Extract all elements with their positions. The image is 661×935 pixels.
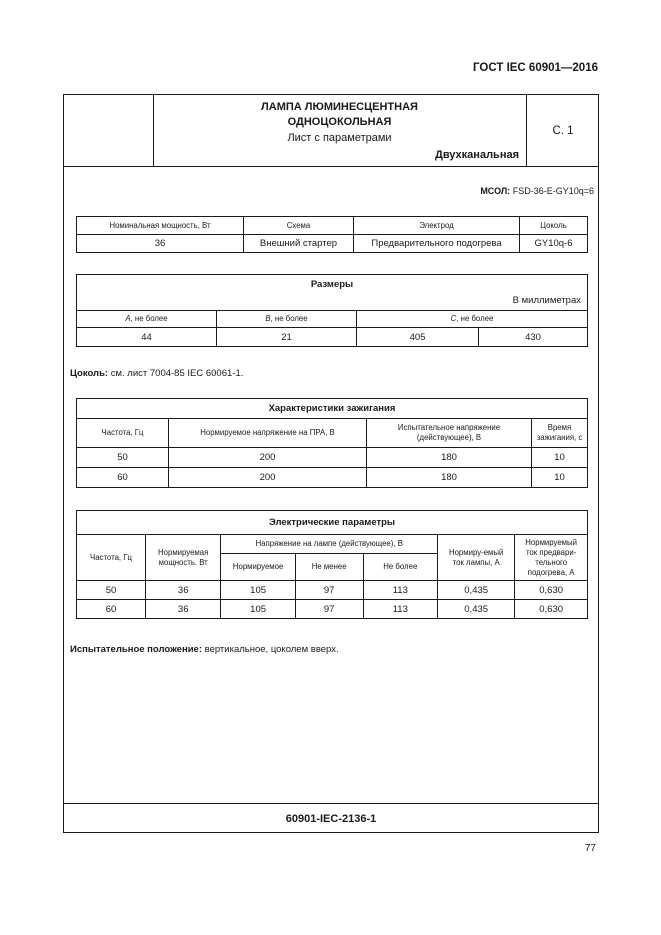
hdr-el-preheat: Нормируемый ток предвари-тельного подогрева, А <box>515 535 588 581</box>
hdr-electrode: Электрод <box>354 217 520 235</box>
el-cell: 113 <box>363 581 438 600</box>
electrical-table <box>76 510 588 619</box>
hdr-power: Номинальная мощность, Вт <box>77 217 244 235</box>
ign-cell: 10 <box>532 448 588 468</box>
cell-power: 36 <box>77 235 244 253</box>
el-cell: 36 <box>145 600 220 619</box>
cell-dim-c-max: 430 <box>479 328 588 347</box>
msol-value: FSD-36-E-GY10q=6 <box>512 186 594 196</box>
ign-cell: 200 <box>169 448 367 468</box>
test-position-note <box>70 644 339 655</box>
title-line-2: ОДНОЦОКОЛЬНАЯ <box>287 116 392 128</box>
el-cell: 105 <box>221 600 295 619</box>
sheet-header <box>64 95 598 167</box>
el-cell: 0,435 <box>438 581 515 600</box>
hdr-cap: Цоколь <box>520 217 588 235</box>
el-cell: 97 <box>295 600 363 619</box>
ignition-title: Характеристики зажигания <box>77 399 588 419</box>
page-number: 77 <box>584 843 596 854</box>
ign-cell: 180 <box>367 468 532 488</box>
ignition-table <box>76 398 588 488</box>
electrical-title: Электрические параметры <box>77 511 588 535</box>
el-cell: 113 <box>363 600 438 619</box>
dimensions-title: Размеры <box>310 279 354 290</box>
standard-code: ГОСТ IEC 60901—2016 <box>473 62 598 74</box>
sheet-subtitle: Лист с параметрами <box>287 132 392 144</box>
ign-cell: 60 <box>77 468 169 488</box>
cell-electrode: Предварительного подогрева <box>354 235 520 253</box>
test-position-text: вертикальное, цоколем вверх. <box>201 644 339 655</box>
hdr-el-voltage: Напряжение на лампе (действующее), В <box>221 535 438 554</box>
hdr-ign-test-voltage: Испытательное напряжение (действующее), В <box>367 419 532 448</box>
sheet-number: С. 1 <box>526 95 599 166</box>
cap-note-text: см. лист 7004-85 IEC 60061-1. <box>108 368 244 379</box>
cell-dim-a: 44 <box>77 328 217 347</box>
cap-note <box>70 368 243 379</box>
dimensions-unit: В миллиметрах <box>512 295 581 306</box>
el-cell: 50 <box>77 581 146 600</box>
msol-designation <box>444 186 594 196</box>
cell-cap: GY10q-6 <box>520 235 588 253</box>
hdr-ign-time: Время зажигания, с <box>532 419 588 448</box>
hdr-el-v-min: Не менее <box>295 554 363 581</box>
header-blank-cell <box>64 95 154 166</box>
hdr-el-current: Нормиру-емый ток лампы, А <box>438 535 515 581</box>
el-cell: 0,630 <box>515 600 588 619</box>
hdr-dim-a: A, не более <box>77 311 217 328</box>
ign-cell: 200 <box>169 468 367 488</box>
general-table <box>76 216 588 253</box>
cell-dim-c-min: 405 <box>357 328 479 347</box>
el-cell: 36 <box>145 581 220 600</box>
hdr-el-v-nom: Нормируемое <box>221 554 295 581</box>
el-cell: 60 <box>77 600 146 619</box>
title-line-1: ЛАМПА ЛЮМИНЕСЦЕНТНАЯ <box>261 101 418 113</box>
ign-cell: 50 <box>77 448 169 468</box>
hdr-dim-b: B, не более <box>217 311 357 328</box>
cell-circuit: Внешний стартер <box>244 235 354 253</box>
dimensions-table <box>76 274 588 347</box>
hdr-el-v-max: Не более <box>363 554 438 581</box>
el-cell: 0,630 <box>515 581 588 600</box>
sheet-title <box>153 100 526 130</box>
ign-cell: 10 <box>532 468 588 488</box>
cell-dim-b: 21 <box>217 328 357 347</box>
hdr-el-power: Нормируемая мощность. Вт <box>145 535 220 581</box>
hdr-el-frequency: Частота, Гц <box>77 535 146 581</box>
el-cell: 97 <box>295 581 363 600</box>
hdr-dim-c: C, не более <box>357 311 588 328</box>
dimensions-title-cell <box>77 275 588 311</box>
ign-cell: 180 <box>367 448 532 468</box>
msol-label: МСОЛ: <box>480 186 511 196</box>
hdr-ign-ballast-voltage: Нормируемое напряжение на ПРА, В <box>169 419 367 448</box>
hdr-circuit: Схема <box>244 217 354 235</box>
el-cell: 0,435 <box>438 600 515 619</box>
cap-note-label: Цоколь: <box>70 368 109 379</box>
test-position-label: Испытательное положение: <box>70 644 202 655</box>
parameter-sheet-frame <box>63 94 599 833</box>
el-cell: 105 <box>221 581 295 600</box>
hdr-ign-frequency: Частота, Гц <box>77 419 169 448</box>
sheet-code: 60901-IEC-2136-1 <box>64 803 598 833</box>
variant-label: Двухканальная <box>434 149 519 161</box>
